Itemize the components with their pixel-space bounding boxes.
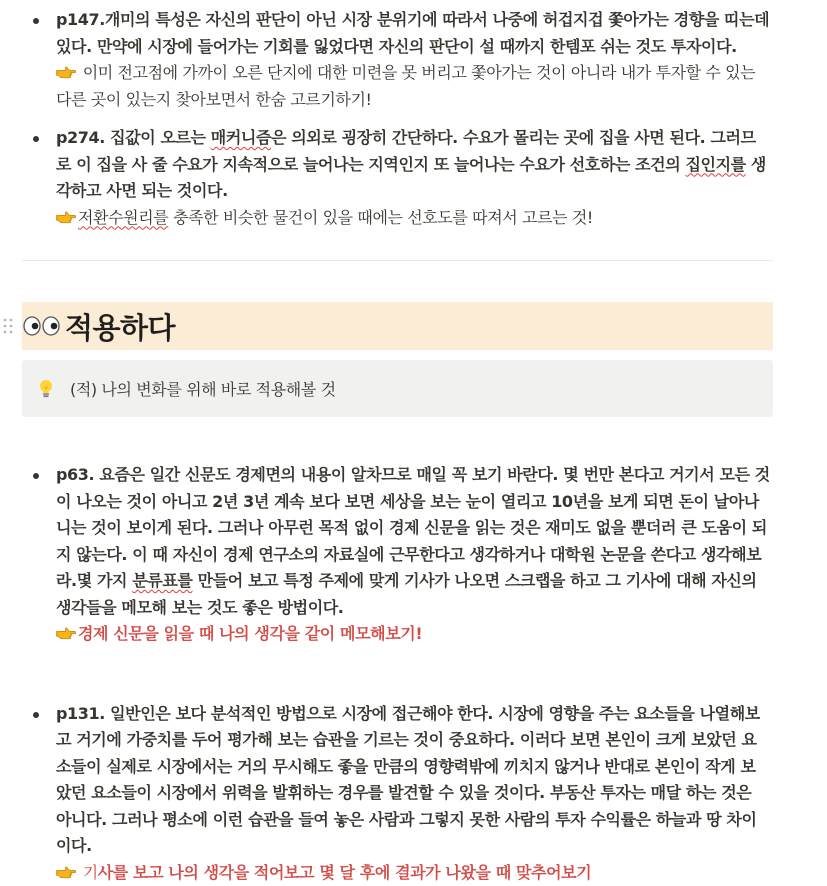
section-heading[interactable] — [22, 302, 773, 350]
pointing-hand-icon — [56, 863, 76, 881]
quote-text-misspelled: 집인지를 — [685, 155, 745, 174]
note-text-part: 기 — [83, 863, 98, 882]
quote-text-misspelled: 분류표를 — [132, 571, 192, 590]
bullet-dot — [33, 18, 39, 24]
quote-text-part: p274. 집값이 오르는 — [56, 128, 211, 147]
callout-text: (적) 나의 변화를 위해 바로 적용해볼 것 — [70, 377, 336, 400]
section-title: 적용하다 — [65, 306, 175, 347]
list-item[interactable] — [0, 701, 780, 886]
light-bulb-icon — [38, 379, 54, 399]
bullet-list-apply — [0, 462, 780, 886]
quote-text-part: 생각하고 사면 되는 것이다. — [56, 155, 766, 201]
bullet-dot — [33, 712, 39, 718]
divider — [22, 260, 773, 261]
note-text-misspelled: 저환수원리를 — [78, 208, 168, 227]
highlight-note-text: 사를 보고 나의 생각을 적어보고 몇 달 후에 결과가 나왔을 때 맞추어보기 — [98, 863, 592, 882]
quote-text-part: p63. 요즘은 일간 신문도 경제면의 내용이 알차므로 매일 꼭 보기 바란다. 몇 번만 본다고 거기서 모든 것이 나오는 것이 아니고 2년 3년 계속 보다 보면 세상을 보는 눈이 열리고 10년을 보게 되면 돈이 날아나니는 것이 보이게 된다. 그러나 아무런 목적 없이 경제 신문을 읽는 것은 재미도 없을 뿐더러 큰 도움이 되지 않는다. 이 때 자신이 경제 연구소의 자료실에 근무한다고 생각하거나 대학원 논문을 쓴다고 생각해보라.몇 가지 — [56, 465, 770, 590]
bullet-dot — [33, 473, 39, 479]
bullet-dot — [33, 136, 39, 142]
bullet-list-reading — [0, 7, 780, 231]
pointing-hand-icon — [56, 63, 76, 81]
pointing-hand-icon — [56, 624, 76, 642]
quote-text: p131. 일반인은 보다 분석적인 방법으로 시장에 접근해야 한다. 시장에 영향을 주는 요소들을 나열해보고 거기에 가중치를 두어 평가해 보는 습관을 기르는 것이 중요하다. 이러다 보면 본인이 크게 보았던 요소들이 실제로 시장에서는 거의 무시해도 좋을 만큼의 영향력밖에 끼치지 않거나 반대로 본인이 작게 보았던 요소들이 시장에서 위력을 발휘하는 경우를 발견할 수 있을 것이다. 부동산 투자는 매달 하는 것은 아니다. 그러나 평소에 이런 습관을 들여 놓은 사람과 그렇지 못한 사람의 투자 수익률은 하늘과 땅 차이이다. — [56, 704, 760, 856]
note-text: 이미 전고점에 가까이 오른 단지에 대한 미련을 못 버리고 쫓아가는 것이 아니라 내가 투자할 수 있는 다른 곳이 있는지 찾아보면서 한숨 고르기하기! — [56, 63, 755, 109]
quote-text: p147.개미의 특성은 자신의 판단이 아닌 시장 분위기에 따라서 나중에 허겁지겁 쫓아가는 경향을 띠는데 있다. 만약에 시장에 들어가는 기회를 잃었다면 자신의 판단이 설 때까지 한템포 쉬는 것도 투자이다. — [56, 10, 769, 56]
list-item[interactable] — [0, 125, 780, 231]
quote-text-part: 만들어 보고 특정 주제에 맞게 기사가 나오면 스크랩을 하고 그 기사에 대해 자신의 생각들을 메모해 보는 것도 좋은 방법이다. — [56, 571, 757, 617]
callout-block[interactable] — [22, 360, 773, 417]
highlight-note-text: 경제 신문을 읽을 때 나의 생각을 같이 메모해보기! — [78, 624, 422, 643]
note-text: 충족한 비슷한 물건이 있을 때에는 선호도를 따져서 고르는 것! — [168, 208, 593, 227]
quote-text-misspelled: 매커니즘 — [211, 128, 271, 147]
quote-text-part: 은 의외로 굉장히 간단하다. 수요가 몰리는 곳에 집을 사면 된다. 그러므로 이 집을 사 줄 수요가 지속적으로 늘어나는 지역인지 또 늘어나는 수요가 선호하는 조건의 — [56, 128, 756, 174]
list-item[interactable] — [0, 462, 780, 648]
pointing-hand-icon — [56, 208, 76, 226]
drag-handle-icon[interactable] — [2, 316, 14, 336]
list-item[interactable] — [0, 7, 780, 113]
eyes-icon — [23, 316, 61, 336]
